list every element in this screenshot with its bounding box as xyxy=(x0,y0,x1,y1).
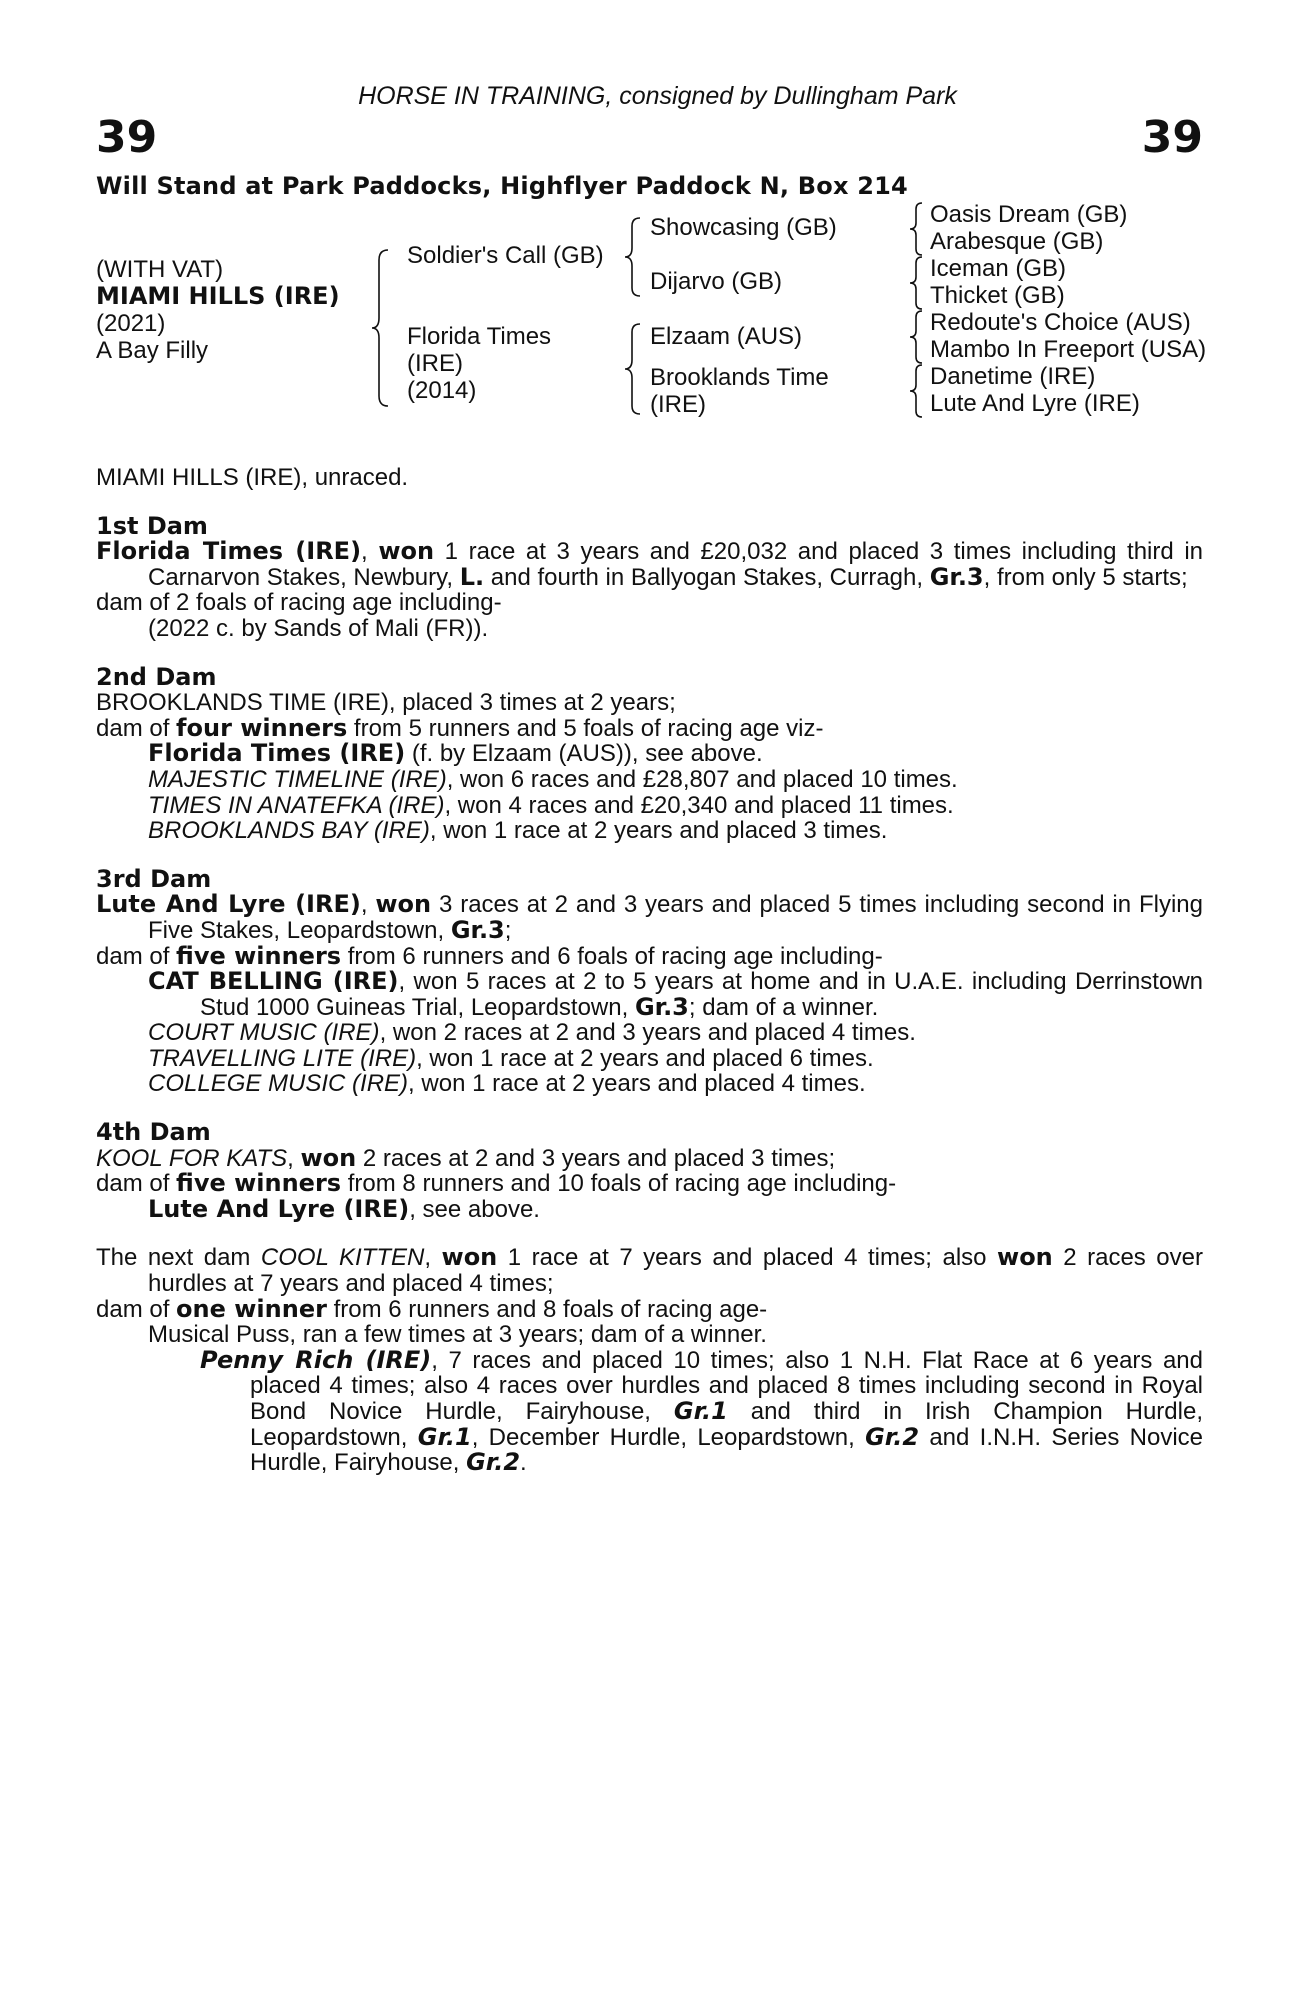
next-dam-won: won xyxy=(441,1243,498,1272)
gen3-sdd: Thicket (GB) xyxy=(930,282,1065,309)
horse-description: A Bay Filly xyxy=(96,337,209,364)
sire-sire: Showcasing (GB) xyxy=(650,214,837,241)
dam2-progeny-3 xyxy=(96,793,1203,819)
sire-dam: Dijarvo (GB) xyxy=(650,268,783,295)
dam4-produce-rest: from 8 runners and 10 foals of racing age including- xyxy=(341,1170,897,1198)
dam1-produce-line: dam of 2 foals of racing age including- xyxy=(96,589,502,617)
dam2-progeny-3-name: TIMES IN ANATEFKA (IRE) xyxy=(148,791,445,819)
penny-rich-text-5: . xyxy=(520,1449,527,1477)
dam3-grade: Gr.3 xyxy=(450,915,505,944)
dam3-produce-rest: from 6 runners and 6 foals of racing age including- xyxy=(341,942,883,970)
dam-dam-line-1: Brooklands Time xyxy=(650,364,829,391)
dam3-progeny-3 xyxy=(96,1046,1203,1072)
brace-gen3-3 xyxy=(906,309,926,365)
dam3-produce-line xyxy=(96,941,1203,970)
dam3-progeny-1-grade: Gr.3 xyxy=(634,992,689,1021)
dam4-progeny-1 xyxy=(96,1194,1203,1223)
next-dam-won-2: won xyxy=(997,1243,1053,1272)
dam-line-1: Florida Times xyxy=(407,323,552,350)
lot-number-right: 39 xyxy=(1141,112,1203,163)
dam4-heading: 4th Dam xyxy=(96,1118,211,1147)
dam2-progeny-3-text: , won 4 races and £20,340 and placed 11 times. xyxy=(444,791,954,819)
next-dam-winners: one winner xyxy=(176,1294,327,1323)
dam3-won: won xyxy=(375,890,432,919)
dam-sire: Elzaam (AUS) xyxy=(650,323,803,350)
brace-main xyxy=(370,248,392,408)
penny-rich-text-2: and third in Irish Champion Hurdle, Leopardstown, xyxy=(250,1398,1203,1451)
dam1-listed: L. xyxy=(459,562,485,591)
next-dam-pre: The next dam xyxy=(96,1244,261,1272)
dam2-progeny-1-name: Florida Times (IRE) xyxy=(148,739,406,768)
dam3-text-2: ; xyxy=(504,916,512,944)
dam2-progeny-1 xyxy=(96,741,1203,767)
gen3-ddd: Lute And Lyre (IRE) xyxy=(930,390,1140,417)
dam-dam-line-2: (IRE) xyxy=(650,391,706,418)
dam4-winners: five winners xyxy=(176,1169,342,1198)
dam1-record: Florida Times (IRE), won 1 race at 3 years and £20,032 and placed 3 times including third in Carnarvon Stakes, Newbury, L. and fourth in Ballyogan Stakes, Curragh, Gr.3, from only 5 starts; xyxy=(96,537,1203,591)
dam2-progeny-4-name: BROOKLANDS BAY (IRE) xyxy=(148,817,430,845)
penny-rich-grade-4: Gr.2 xyxy=(466,1448,521,1477)
dam3-dam-of: dam of xyxy=(96,942,177,970)
dam4-text-1: 2 races at 2 and 3 years and placed 3 times; xyxy=(356,1144,836,1172)
dam2-progeny-4-text: , won 1 race at 2 years and placed 3 times. xyxy=(429,817,888,845)
dam1-name: Florida Times (IRE) xyxy=(96,537,362,566)
gen3-dss: Redoute's Choice (AUS) xyxy=(930,309,1191,336)
dam4-dam-of: dam of xyxy=(96,1170,177,1198)
next-dam-produce-line xyxy=(96,1294,1203,1323)
dam3-progeny-3-name: TRAVELLING LITE (IRE) xyxy=(148,1044,417,1072)
dam3-progeny-2-text: , won 2 races at 2 and 3 years and placed 4 times. xyxy=(379,1019,916,1047)
dam2-produce-line xyxy=(96,713,1203,742)
dam3-progeny-1-text-2: ; dam of a winner. xyxy=(688,993,879,1021)
gen3-sds: Iceman (GB) xyxy=(930,255,1067,282)
brace-sire xyxy=(622,216,644,298)
vat-note: (WITH VAT) xyxy=(96,256,224,283)
brace-gen3-1 xyxy=(906,201,926,257)
brace-gen3-2 xyxy=(906,255,926,311)
dam2-dam-of: dam of xyxy=(96,714,177,742)
penny-rich-text-1: , 7 races and placed 10 times; also 1 N.H. Flat Race at 6 years and placed 4 times; also 4 races over hurdles and placed 8 times including second in Royal Bond Novice Hurdle, Fairyhouse, xyxy=(250,1346,1204,1425)
dam2-progeny-2-name: MAJESTIC TIMELINE (IRE) xyxy=(148,765,447,793)
dam2-record: BROOKLANDS TIME (IRE), placed 3 times at 2 years; xyxy=(96,689,676,717)
dam-line-3: (2014) xyxy=(407,377,477,404)
gen3-dds: Danetime (IRE) xyxy=(930,363,1096,390)
dam4-progeny-1-name: Lute And Lyre (IRE) xyxy=(148,1194,410,1223)
dam3-progeny-2 xyxy=(96,1020,1203,1046)
next-dam-grand-progeny-1 xyxy=(96,1345,1204,1477)
dam3-heading: 3rd Dam xyxy=(96,864,212,893)
dam1-grade: Gr.3 xyxy=(929,562,984,591)
dam1-heading: 1st Dam xyxy=(96,511,208,540)
brace-dam xyxy=(622,322,644,416)
penny-rich-grade-3: Gr.2 xyxy=(865,1422,920,1451)
dam1-text-2: and fourth in Ballyogan Stakes, Curragh, xyxy=(484,563,930,591)
dam3-progeny-1-text-1: , won 5 races at 2 to 5 years at home and in U.A.E. including Derrinstown Stud 1000 Guineas Trial, Leopardstown, xyxy=(200,968,1204,1021)
next-dam-dam-of: dam of xyxy=(96,1295,177,1323)
gen3-ssd: Arabesque (GB) xyxy=(930,228,1104,255)
brace-gen3-4 xyxy=(906,363,926,419)
catalogue-body xyxy=(96,465,1203,1476)
dam2-progeny-2 xyxy=(96,767,1203,793)
gen3-dsd: Mambo In Freeport (USA) xyxy=(930,336,1207,363)
dam4-record xyxy=(96,1143,1203,1172)
dam1-text-1: 1 race at 3 years and £20,032 and placed 3 times including third in Carnarvon Stakes, Newbury, xyxy=(148,538,1203,591)
dam3-progeny-1 xyxy=(96,969,1203,1020)
dam4-produce-line xyxy=(96,1171,1203,1197)
dam2-progeny-1-text: (f. by Elzaam (AUS)), see above. xyxy=(405,740,763,768)
dam3-record: Lute And Lyre (IRE), won 3 races at 2 and 3 years and placed 5 times including second in Flying Five Stakes, Leopardstown, Gr.3; xyxy=(96,890,1203,944)
dam3-progeny-4 xyxy=(96,1071,1203,1097)
dam-line-2: (IRE) xyxy=(407,350,463,377)
dam3-progeny-2-name: COURT MUSIC (IRE) xyxy=(148,1019,380,1047)
dam2-progeny-4 xyxy=(96,818,1203,844)
penny-rich-text-3: , December Hurdle, Leopardstown, xyxy=(471,1423,866,1451)
next-dam-sep: , xyxy=(424,1244,442,1272)
dam4-name: KOOL FOR KATS xyxy=(96,1144,288,1172)
dam4-progeny-1-text: , see above. xyxy=(409,1195,540,1223)
horse-name: MIAMI HILLS (IRE) xyxy=(96,282,340,310)
next-dam-text-2: 2 races over hurdles at 7 years and placed 4 times; xyxy=(148,1244,1203,1298)
dam3-progeny-4-text: , won 1 race at 2 years and placed 4 times. xyxy=(408,1070,866,1098)
intro-line: MIAMI HILLS (IRE), unraced. xyxy=(96,464,409,491)
dam2-progeny-2-text: , won 6 races and £28,807 and placed 10 times. xyxy=(446,765,958,793)
sire: Soldier's Call (GB) xyxy=(407,242,604,269)
penny-rich-name: Penny Rich (IRE) xyxy=(200,1345,432,1374)
dam3-progeny-3-text: , won 1 race at 2 years and placed 6 times. xyxy=(416,1044,874,1072)
next-dam-name: COOL KITTEN xyxy=(260,1244,425,1272)
dam1-foal: (2022 c. by Sands of Mali (FR)). xyxy=(148,614,489,642)
dam4-sep: , xyxy=(287,1144,301,1172)
next-dam-text-1: 1 race at 7 years and placed 4 times; also xyxy=(497,1244,998,1272)
dam3-name: Lute And Lyre (IRE) xyxy=(96,890,361,919)
foaling-year: (2021) xyxy=(96,310,166,337)
penny-rich-grade-1: Gr.1 xyxy=(673,1397,728,1425)
penny-rich-grade-2: Gr.1 xyxy=(417,1422,472,1451)
dam3-progeny-1-name: CAT BELLING (IRE) xyxy=(148,967,399,996)
dam3-progeny-4-name: COLLEGE MUSIC (IRE) xyxy=(148,1070,409,1098)
next-dam-record xyxy=(96,1245,1203,1296)
dam2-heading: 2nd Dam xyxy=(96,662,217,691)
dam2-produce-rest: from 5 runners and 5 foals of racing age viz- xyxy=(347,714,824,742)
next-dam-progeny-1: Musical Puss, ran a few times at 3 years; dam of a winner. xyxy=(148,1321,767,1349)
dam3-text-1: 3 races at 2 and 3 years and placed 5 times including second in Flying Five Stakes, Leopardstown, xyxy=(148,891,1203,944)
stand-location: Will Stand at Park Paddocks, Highflyer Paddock N, Box 214 xyxy=(96,172,908,200)
dam1-text-3: , from only 5 starts; xyxy=(983,563,1188,591)
penny-rich-text-4: and I.N.H. Series Novice Hurdle, Fairyhouse, xyxy=(250,1423,1204,1477)
dam2-winners: four winners xyxy=(176,713,348,742)
dam1-won: won xyxy=(378,537,435,566)
gen3-sss: Oasis Dream (GB) xyxy=(930,201,1128,228)
catalogue-subtitle: HORSE IN TRAINING, consigned by Dullingham Park xyxy=(358,82,957,110)
dam3-winners: five winners xyxy=(176,941,342,970)
lot-number-left: 39 xyxy=(96,112,158,163)
next-dam-produce-rest: from 6 runners and 8 foals of racing age- xyxy=(326,1295,768,1323)
dam4-won: won xyxy=(300,1143,357,1172)
